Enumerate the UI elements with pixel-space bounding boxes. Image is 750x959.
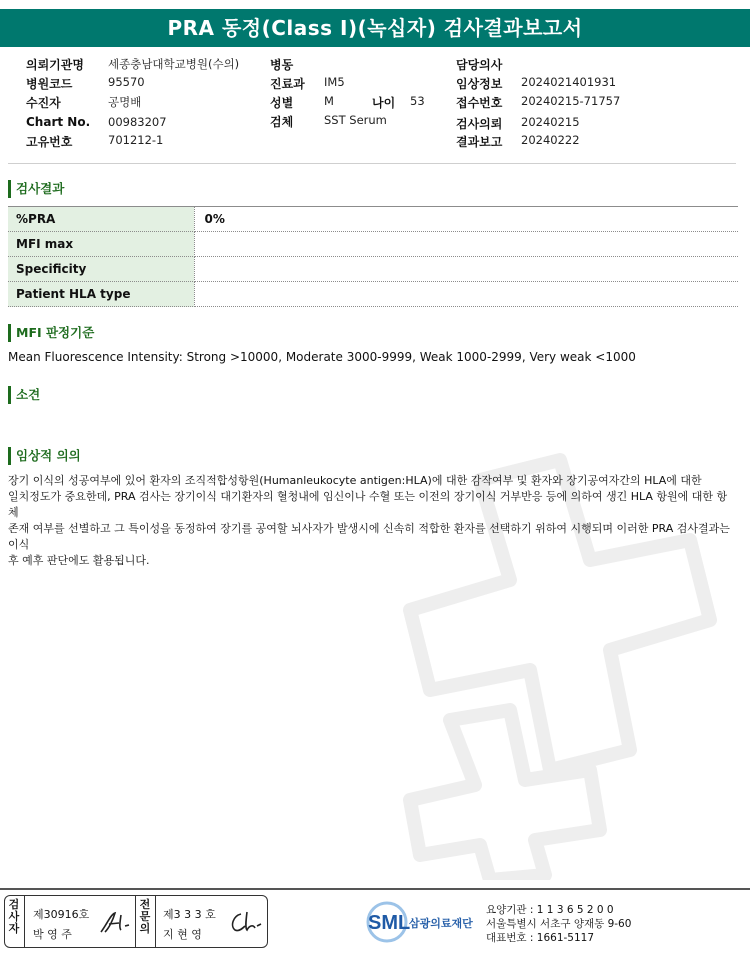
info-value: 701212-1 <box>108 133 164 147</box>
result-table <box>8 206 738 307</box>
logo-text: SML <box>368 912 411 934</box>
divider <box>135 896 136 947</box>
lab-phone: 대표번호 : 1661-5117 <box>486 932 595 944</box>
table-row <box>8 207 738 232</box>
section-title-mfi: MFI 판정기준 <box>8 324 94 342</box>
lab-logo <box>365 900 485 948</box>
result-value <box>194 257 738 282</box>
signature-box <box>4 895 268 948</box>
text-line: 존재 여부를 선별하고 그 특이성을 동정하여 장기를 공여할 뇌사자가 발생시에 신속히 적합한 환자를 선택하기 위하여 시행되며 이러한 PRA 검사결과는 이식 <box>8 522 730 551</box>
info-label: Chart No. <box>26 115 91 129</box>
lab-info <box>486 903 631 945</box>
result-label: Specificity <box>8 257 194 282</box>
clinical-significance-text <box>8 473 736 569</box>
info-label: 검체 <box>270 115 294 129</box>
result-label: %PRA <box>8 207 194 232</box>
age-label: 나이 <box>372 96 396 110</box>
lab-name: 삼광의료재단 <box>409 917 473 930</box>
info-value: IM5 <box>324 75 345 89</box>
specialist-signature <box>227 908 263 936</box>
result-value <box>194 232 738 257</box>
footer-divider <box>0 888 750 890</box>
lab-address: 서울특별시 서초구 양재동 9-60 <box>486 918 632 930</box>
section-title-result: 검사결과 <box>8 180 64 198</box>
info-value: 20240215 <box>521 115 580 129</box>
divider <box>8 163 736 164</box>
divider <box>24 896 25 947</box>
lab-code: 요양기관 : 1 1 3 6 5 2 0 0 <box>486 904 614 916</box>
specialist-license: 제3 3 3 호 <box>163 908 216 921</box>
info-label: 접수번호 <box>456 96 503 110</box>
info-label: 담당의사 <box>456 58 503 72</box>
patient-info <box>0 54 750 154</box>
info-label: 수진자 <box>26 96 61 110</box>
info-label: 병동 <box>270 58 294 72</box>
info-label: 성별 <box>270 96 294 110</box>
info-value: 20240222 <box>521 133 580 147</box>
info-value: 20240215-71757 <box>521 94 621 108</box>
table-row <box>8 232 738 257</box>
info-value: SST Serum <box>324 113 387 127</box>
table-row <box>8 282 738 307</box>
info-label: 병원코드 <box>26 77 73 91</box>
mfi-criteria-text: Mean Fluorescence Intensity: Strong >10000, Moderate 3000-9999, Weak 1000-2999, Very weak <1000 <box>8 350 636 364</box>
info-value: 공명배 <box>108 95 142 109</box>
info-label: 의뢰기관명 <box>26 58 84 72</box>
info-label: 임상정보 <box>456 77 503 91</box>
tester-signature <box>99 910 131 936</box>
result-value: 0% <box>194 207 738 232</box>
info-label: 진료과 <box>270 77 305 91</box>
info-value: 95570 <box>108 75 145 89</box>
divider <box>155 896 156 947</box>
text-line: 후 예후 판단에도 활용됩니다. <box>8 554 150 567</box>
result-label: Patient HLA type <box>8 282 194 307</box>
text-line: 일치정도가 중요한데, PRA 검사는 장기이식 대기환자의 혈청내에 임신이나 수혈 또는 이전의 장기이식 거부반응 등에 의하여 생긴 HLA 항원에 대한 항체 <box>8 490 728 519</box>
report-title: PRA 동정(Class I)(녹십자) 검사결과보고서 <box>0 9 750 47</box>
info-label: 고유번호 <box>26 135 73 149</box>
tester-title: 검 사 자 <box>8 898 20 935</box>
table-row <box>8 257 738 282</box>
info-value: 2024021401931 <box>521 75 617 89</box>
sml-logo-icon <box>365 900 485 944</box>
info-value: 00983207 <box>108 115 167 129</box>
info-value: M <box>324 94 334 108</box>
text-line: 장기 이식의 성공여부에 있어 환자의 조직적합성항원(Humanleukocyte antigen:HLA)에 대한 감작여부 및 환자와 장기공여자간의 HLA에 대한 <box>8 474 702 487</box>
tester-name: 박 영 주 <box>33 928 72 941</box>
tester-license: 제30916호 <box>33 908 90 921</box>
info-value: 세종충남대학교병원(수의) <box>108 57 240 71</box>
section-title-clinical: 임상적 의의 <box>8 447 81 465</box>
info-label: 검사의뢰 <box>456 117 503 131</box>
result-label: MFI max <box>8 232 194 257</box>
age-value: 53 <box>410 94 425 108</box>
section-title-opinion: 소견 <box>8 386 40 404</box>
result-value <box>194 282 738 307</box>
specialist-name: 지 현 영 <box>163 928 202 941</box>
info-label: 결과보고 <box>456 135 503 149</box>
specialist-title: 전 문 의 <box>139 898 151 935</box>
